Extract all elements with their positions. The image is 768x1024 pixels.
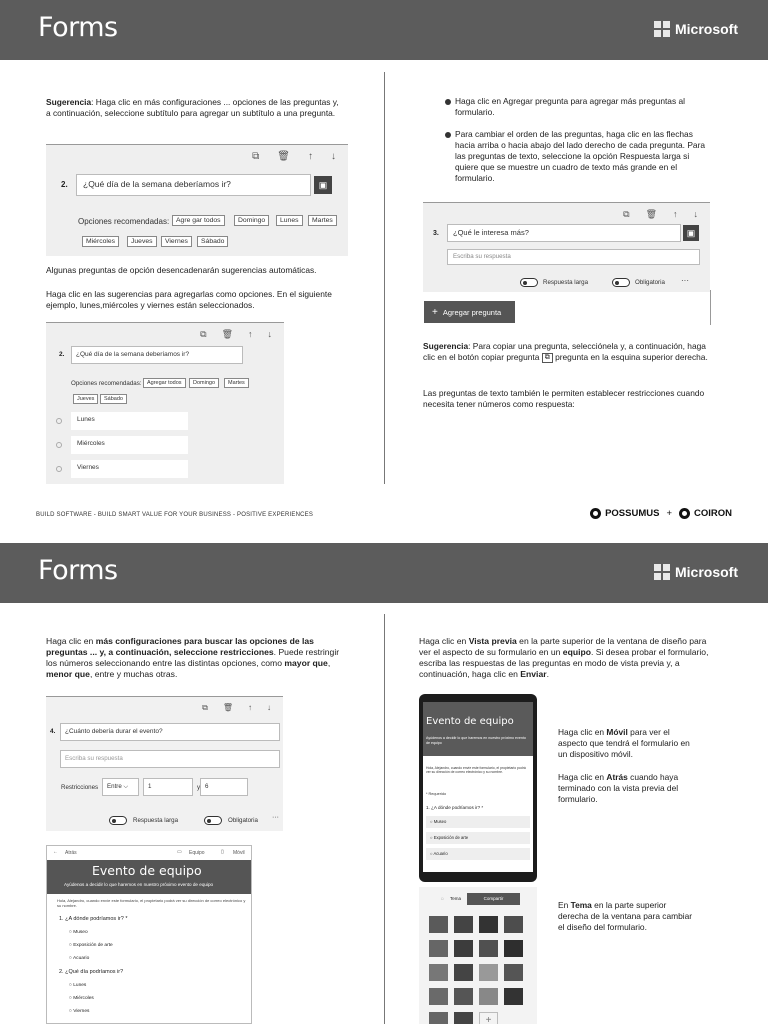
coiron-logo-icon (679, 508, 690, 519)
microsoft-brand (654, 21, 738, 37)
chip-domingo[interactable]: Domingo (189, 378, 219, 388)
max-value-input[interactable]: 6 (200, 778, 248, 796)
copy-icon[interactable]: ⧉ (200, 329, 207, 339)
plus-label: + (666, 508, 672, 519)
select-value: Entre (107, 783, 122, 790)
intro-bold: Enviar (520, 669, 547, 679)
theme-image-swatch[interactable] (429, 1012, 448, 1024)
theme-swatch[interactable] (429, 916, 448, 933)
chip-add-all[interactable]: Agregar todos (143, 378, 186, 388)
radio-icon[interactable] (56, 442, 62, 448)
intro-bold: Vista previa (468, 636, 517, 646)
microsoft-logo-icon (654, 564, 670, 580)
phone-note: Hola, Alejandro, cuando envíe este formulario, el propietario podrá ver su dirección de correo electrónico y su nombre. (426, 766, 526, 775)
phone-option[interactable]: ○ Acuario (426, 848, 530, 860)
desktop-preview (46, 845, 252, 1024)
footer-brands (590, 508, 732, 519)
mobile-preview-screen (423, 702, 533, 872)
long-answer-toggle[interactable] (520, 278, 538, 287)
chip-viernes[interactable]: Viernes (161, 236, 192, 247)
instruction-text: en la parte superior derecha de la ventana para cambiar el diseño del formulario. (558, 900, 693, 932)
theme-image-swatch[interactable] (429, 988, 448, 1005)
recommended-options-label: Opciones recomendadas: (71, 380, 142, 387)
theme-swatch[interactable] (479, 916, 498, 933)
option-label: Miércoles (73, 996, 94, 1001)
chip-lunes[interactable]: Lunes (276, 215, 303, 226)
answer-option[interactable]: Lunes (71, 412, 188, 430)
tip-label: Sugerencia (46, 97, 92, 107)
required-toggle[interactable] (204, 816, 222, 825)
click-suggestions-paragraph: Haga clic en las sugerencias para agregarlas como opciones. En el siguiente ejemplo, lunes,miércoles y viernes están seleccionados. (46, 289, 332, 310)
intro-text: . Puede restringir los números seleccionando entre las distintas opciones, como (46, 647, 340, 668)
theme-image-swatch[interactable] (429, 964, 448, 981)
page2-column-divider (384, 614, 385, 1024)
restrictions-label: Restricciones (61, 784, 99, 791)
preview-intro (419, 636, 711, 680)
intro-text: Haga clic en (46, 636, 96, 646)
radio-icon[interactable] (56, 418, 62, 424)
option-label: Lunes (73, 983, 87, 988)
question-card-suggestions[interactable] (46, 144, 348, 256)
forms-title: Forms (38, 12, 118, 43)
more-options-icon[interactable]: ··· (272, 814, 279, 821)
chip-add-all[interactable]: Agre gar todos (172, 215, 225, 226)
instruction-text: En (558, 900, 571, 910)
chip-jueves[interactable]: Jueves (73, 394, 98, 404)
bullet-add-question: Haga clic en Agregar pregunta para agregar más preguntas al formulario. (445, 96, 701, 118)
option-label: Exposición de arte (73, 943, 113, 948)
instruction-bold: Tema (570, 900, 592, 910)
required-label: Obligatoria (635, 279, 665, 286)
question-input[interactable]: ¿Qué le interesa más? (447, 224, 681, 242)
page2-header (0, 543, 768, 603)
arrow-down-icon[interactable]: ↓ (331, 151, 336, 162)
question-number: 4. (50, 728, 56, 735)
question-toolbar (252, 151, 336, 162)
preview-q2-option[interactable]: ○ Miércoles (69, 996, 94, 1001)
intro-text: . Si desea probar el formulario, escriba las respuestas de las preguntas en modo de vista previa y, a continuación, haga clic en (419, 647, 709, 679)
preview-toolbar (47, 846, 251, 860)
restriction-select[interactable] (102, 778, 139, 796)
coiron-label: COIRON (694, 508, 732, 519)
theme-tabbar (419, 893, 537, 905)
footer-tagline: BUILD SOFTWARE - BUILD SMART VALUE FOR YOUR BUSINESS - POSITIVE EXPERIENCES (36, 512, 314, 518)
tip-text-b: pregunta en la esquina superior derecha. (555, 352, 708, 362)
option-label: Viernes (73, 1009, 90, 1014)
theme-swatch[interactable] (454, 940, 473, 957)
preview-q1: 1. ¿A dónde podríamos ir? * (59, 916, 128, 922)
option-label: Acuario (433, 851, 448, 856)
insert-image-icon[interactable]: ▣ (314, 176, 332, 194)
restrictions-intro (46, 636, 342, 680)
more-options-icon[interactable]: ··· (681, 276, 689, 285)
chip-jueves[interactable]: Jueves (127, 236, 157, 247)
back-instruction (558, 772, 698, 805)
arrow-down-icon[interactable]: ↓ (693, 209, 698, 219)
preview-note: Hola, Alejandro, cuando envíe este formulario, el propietario podrá ver su dirección de correo electrónico y su nombre. (57, 898, 246, 908)
answer-placeholder[interactable]: Escriba su respuesta (447, 249, 700, 265)
add-question-label: Agregar pregunta (442, 308, 502, 317)
insert-image-icon[interactable]: ▣ (683, 225, 699, 241)
phone-q1: 1. ¿A dónde podríamos ir? * (426, 805, 484, 810)
question-number: 2. (59, 351, 65, 358)
theme-tab[interactable]: Tema (450, 896, 462, 901)
recommended-options-label: Opciones recomendadas: (78, 217, 170, 226)
arrow-up-icon[interactable]: ↑ (308, 151, 313, 162)
question-input[interactable]: ¿Cuánto debería durar el evento? (60, 723, 280, 741)
question-card-selected[interactable] (46, 322, 284, 484)
required-label: Obligatoria (228, 817, 258, 824)
intro-text: , entre y muchas otras. (89, 669, 178, 679)
theme-image-swatch[interactable] (454, 964, 473, 981)
delete-icon[interactable]: 🗑 (221, 329, 233, 339)
restrictions-paragraph: Las preguntas de texto también le permiten establecer restricciones cuando necesita tener números como respuesta: (423, 388, 705, 409)
computer-icon[interactable]: ▭ (177, 849, 182, 855)
mobile-instruction (558, 727, 698, 760)
chip-sabado[interactable]: Sábado (100, 394, 127, 404)
question-card-text[interactable] (423, 202, 710, 292)
arrow-down-icon[interactable]: ↓ (267, 703, 271, 712)
question-toolbar (200, 329, 272, 340)
arrow-down-icon[interactable]: ↓ (267, 329, 272, 339)
long-answer-label: Respuesta larga (543, 279, 589, 286)
forms-title: Forms (38, 555, 118, 586)
chip-domingo[interactable]: Domingo (234, 215, 269, 226)
copy-question-icon: ⧉ (542, 353, 553, 363)
intro-text: en la parte superior de la ventana de diseño para ver el aspecto de su formulario en un (419, 636, 707, 657)
bullet-reorder: Para cambiar el orden de las preguntas, haga clic en las flechas hacia arriba o hacia abajo del lado derecho de cada pregunta. Para las preguntas de texto, seleccione la opción Respuesta larga si quiere que se muestre un cuadro de texto más grande en el formulario. (445, 129, 707, 184)
instruction-bold: Atrás (606, 772, 628, 782)
option-label: Museo (73, 930, 88, 935)
answer-option[interactable]: Miércoles (71, 436, 188, 454)
intro-bold: más configuraciones para buscar las opciones de las preguntas (46, 636, 314, 657)
share-tab[interactable] (467, 893, 520, 905)
theme-image-swatch[interactable] (479, 988, 498, 1005)
theme-icon[interactable]: ◌ (441, 896, 444, 901)
phone-option[interactable]: ○ Exposición de arte (426, 832, 530, 844)
instruction-text: Haga clic en (558, 772, 607, 782)
required-toggle[interactable] (612, 278, 630, 287)
question-number: 3. (433, 230, 439, 237)
chevron-down-icon: ⌵ (123, 783, 129, 790)
back-label[interactable]: Atrás (65, 850, 77, 856)
computer-label[interactable]: Equipo (189, 850, 205, 856)
option-label: Exposición de arte (433, 835, 469, 840)
possumus-logo-icon (590, 508, 601, 519)
add-theme-icon[interactable]: + (479, 1012, 498, 1024)
question-toolbar (623, 209, 698, 220)
instruction-text: cuando haya terminado con la vista previa del formulario. (558, 772, 679, 804)
theme-swatch[interactable] (479, 940, 498, 957)
answer-placeholder[interactable]: Escriba su respuesta (60, 750, 280, 768)
add-question-button[interactable] (424, 301, 515, 323)
arrow-up-icon[interactable]: ↑ (673, 209, 678, 219)
theme-swatch[interactable] (454, 916, 473, 933)
theme-swatch[interactable] (429, 940, 448, 957)
question-number: 2. (61, 180, 68, 189)
preview-q1-option[interactable]: ○ Acuario (69, 956, 90, 961)
tip-text-a: : Para copiar una pregunta, selecciónela y, a continuación, haga clic en el botón copiar pregunta (423, 341, 706, 362)
instruction-text: para ver el aspecto que tendrá el formulario en un dispositivo móvil. (558, 727, 690, 759)
question-card-restrictions[interactable] (46, 696, 283, 831)
long-answer-toggle[interactable] (109, 816, 127, 825)
instruction-bold: Móvil (606, 727, 628, 737)
microsoft-label: Microsoft (675, 564, 738, 580)
mobile-icon[interactable]: ▯ (221, 849, 224, 855)
option-label: Museo (433, 819, 447, 824)
and-label: y (197, 784, 201, 791)
chip-martes[interactable]: Martes (308, 215, 337, 226)
preview-q1-option[interactable]: ○ Exposición de arte (69, 943, 113, 948)
option-label: Acuario (72, 956, 90, 961)
intro-bold: equipo (562, 647, 591, 657)
preview-title: Evento de equipo (92, 863, 202, 878)
back-icon[interactable]: ← (53, 849, 58, 855)
chip-miercoles[interactable]: Miércoles (82, 236, 119, 247)
tip-text: : Haga clic en más configuraciones ... opciones de las preguntas y, a continuación, seleccione subtítulo para agregar un subtítulo a una pregunta. (46, 97, 339, 118)
copy-icon[interactable]: ⧉ (252, 151, 260, 162)
question-input[interactable]: ¿Qué día de la semana deberíamos ir? (76, 174, 311, 196)
phone-subtitle: Ayúdenos a decidir lo que haremos en nuestro próximo evento de equipo (426, 736, 526, 745)
tip-paragraph (46, 97, 342, 119)
theme-image-swatch[interactable] (504, 964, 523, 981)
delete-icon[interactable]: 🗑 (277, 151, 290, 162)
question-input[interactable]: ¿Qué día de la semana deberíamos ir? (71, 346, 243, 364)
theme-panel (419, 887, 537, 1024)
phone-required: * Requerido (426, 792, 447, 796)
preview-banner (47, 860, 251, 894)
theme-instruction (558, 900, 698, 933)
microsoft-label: Microsoft (675, 21, 738, 37)
microsoft-brand (654, 564, 738, 580)
chip-sabado[interactable]: Sábado (197, 236, 228, 247)
min-value-input[interactable]: 1 (143, 778, 193, 796)
intro-text: . (546, 669, 549, 679)
page1-column-divider (384, 72, 385, 484)
preview-q2-option[interactable]: ○ Lunes (69, 983, 87, 988)
theme-image-swatch[interactable] (454, 988, 473, 1005)
arrow-up-icon[interactable]: ↑ (248, 703, 252, 712)
preview-q2-option[interactable]: ○ Viernes (69, 1009, 90, 1014)
mobile-preview-phone (419, 694, 537, 882)
intro-bold: restricciones (220, 647, 274, 657)
preview-q1-option[interactable]: ○ Museo (69, 930, 88, 935)
arrow-up-icon[interactable]: ↑ (248, 329, 253, 339)
copy-icon[interactable]: ⧉ (202, 703, 208, 712)
radio-icon[interactable] (56, 466, 62, 472)
long-answer-label: Respuesta larga (133, 817, 179, 824)
phone-option[interactable]: ○ Museo (426, 816, 530, 828)
theme-image-swatch[interactable] (479, 964, 498, 981)
intro-text: , (327, 658, 331, 668)
possumus-label: POSSUMUS (605, 508, 660, 519)
intro-bold: mayor que (284, 658, 328, 668)
intro-text: ... y, a continuación, seleccione (87, 647, 221, 657)
theme-swatch[interactable] (504, 940, 523, 957)
intro-text: Haga clic en (419, 636, 469, 646)
auto-suggestions-paragraph: Algunas preguntas de opción desencadenarán sugerencias automáticas. (46, 265, 317, 275)
delete-icon[interactable]: 🗑 (645, 209, 657, 219)
intro-bold: menor que (46, 669, 90, 679)
delete-icon[interactable]: 🗑 (222, 703, 233, 712)
copy-icon[interactable]: ⧉ (623, 209, 630, 219)
preview-q2: 2. ¿Qué día podríamos ir? (59, 969, 124, 975)
preview-subtitle: Ayúdenos a decidir lo que haremos en nuestro próximo evento de equipo (64, 882, 214, 887)
microsoft-logo-icon (654, 21, 670, 37)
mobile-label[interactable]: Móvil (233, 850, 245, 856)
phone-title: Evento de equipo (426, 716, 514, 727)
right-card-edge (710, 290, 711, 325)
plus-icon: + (432, 307, 438, 318)
page1-header (0, 0, 768, 60)
instruction-text: Haga clic en (558, 727, 607, 737)
phone-banner (423, 702, 533, 756)
tip-label: Sugerencia (423, 341, 469, 351)
theme-swatch[interactable] (504, 916, 523, 933)
theme-image-swatch[interactable] (454, 1012, 473, 1024)
copy-tip-paragraph (423, 341, 713, 363)
theme-image-swatch[interactable] (504, 988, 523, 1005)
question-toolbar (202, 703, 271, 713)
chip-martes[interactable]: Martes (224, 378, 249, 388)
answer-option[interactable]: Viernes (71, 460, 188, 478)
share-label: Compartir (483, 896, 504, 901)
